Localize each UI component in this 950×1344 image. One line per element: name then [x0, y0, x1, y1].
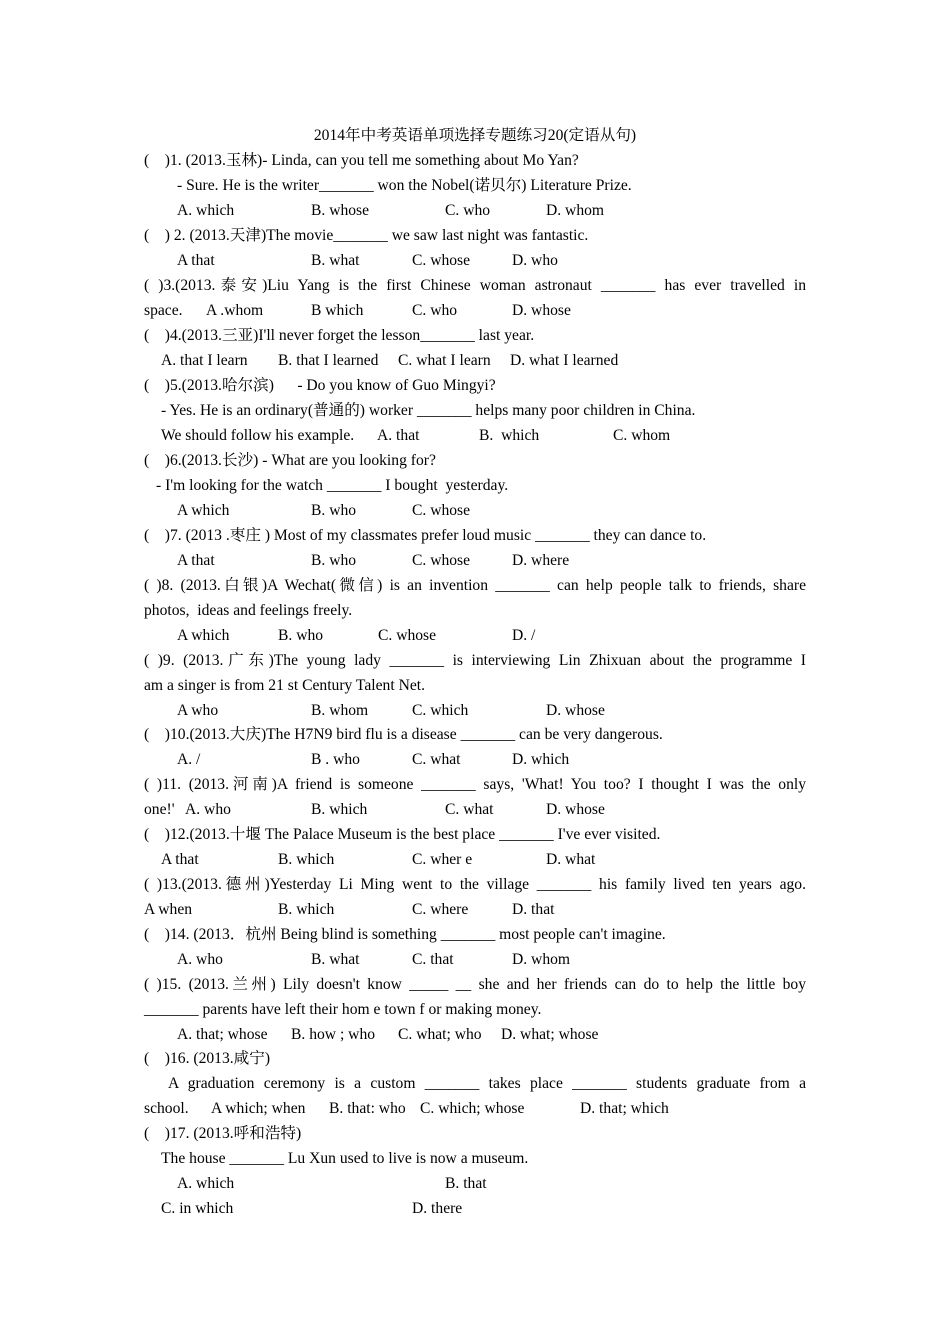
question-3-option-b: B which: [311, 302, 364, 319]
question-10-option-d: D. which: [512, 751, 570, 768]
question-8-option-b: B. who: [278, 627, 324, 644]
question-2-option-c: C. whose: [412, 252, 471, 269]
question-14-option-a: A. who: [177, 951, 223, 968]
question-17-sentence: The house _______ Lu Xun used to live is now a museum.: [161, 1150, 529, 1167]
question-3-option-d: D. whose: [512, 302, 571, 319]
question-8-option-a: A which: [177, 627, 230, 644]
question-5-follow: We should follow his example.: [161, 427, 355, 444]
question-16-stem: ( )16. (2013.咸宁): [144, 1050, 271, 1067]
question-15-stem-end: _______ parents have left their hom e town f or making money.: [144, 1001, 542, 1018]
question-17-option-c: C. in which: [161, 1200, 234, 1217]
question-5-stem: ( )5.(2013.哈尔滨) - Do you know of Guo Mingyi?: [144, 377, 496, 394]
question-6-option-b: B. who: [311, 502, 357, 519]
question-10-stem: ( )10.(2013.大庆)The H7N9 bird flu is a disease _______ can be very dangerous.: [144, 726, 663, 743]
question-15-option-c: C. what; who: [398, 1026, 482, 1043]
question-7-stem: ( )7. (2013 .枣庄 ) Most of my classmates prefer loud music _______ they can dance to.: [144, 527, 707, 544]
question-11-stem-end: one!': [144, 801, 175, 818]
question-6-reply: - I'm looking for the watch _______ I bought yesterday.: [156, 477, 509, 494]
question-4-stem: ( )4.(2013.三亚)I'll never forget the lesson_______ last year.: [144, 327, 535, 344]
question-8-option-c: C. whose: [378, 627, 437, 644]
question-1-reply: - Sure. He is the writer_______ won the Nobel(诺贝尔) Literature Prize.: [177, 177, 632, 194]
question-8-option-d: D. /: [512, 627, 536, 644]
page-title: 2014年中考英语单项选择专题练习20(定语从句): [313, 127, 637, 144]
question-17-option-b: B. that: [445, 1175, 487, 1192]
question-16-option-d: D. that; which: [580, 1100, 669, 1117]
question-2-option-b: B. what: [311, 252, 360, 269]
question-6-option-a: A which: [177, 502, 230, 519]
question-4-option-a: A. that I learn: [161, 352, 248, 369]
question-14-stem: ( )14. (2013．杭州 Being blind is something _______ most people can't imagine.: [144, 926, 666, 943]
question-12-option-b: B. which: [278, 851, 335, 868]
question-4-option-c: C. what I learn: [398, 352, 491, 369]
question-10-option-c: C. what: [412, 751, 461, 768]
question-7-option-d: D. where: [512, 552, 570, 569]
question-16-option-c: C. which; whose: [420, 1100, 525, 1117]
question-11-option-d: D. whose: [546, 801, 605, 818]
question-6-stem: ( )6.(2013.长沙) - What are you looking for?: [144, 452, 436, 469]
question-7-option-c: C. whose: [412, 552, 471, 569]
question-3-option-c: C. who: [412, 302, 458, 319]
question-7-option-a: A that: [177, 552, 215, 569]
question-12-stem: ( )12.(2013.十堰 The Palace Museum is the best place _______ I've ever visited.: [144, 826, 661, 843]
question-5-reply: - Yes. He is an ordinary(普通的) worker _______ helps many poor children in China.: [161, 402, 696, 419]
question-1-stem: ( )1. (2013.玉林)- Linda, can you tell me something about Mo Yan?: [144, 152, 579, 169]
question-9-stem: ( )9. (2013.广东)The young lady _______ is interviewing Lin Zhixuan about the programme I: [144, 652, 806, 669]
question-13-option-c: C. where: [412, 901, 469, 918]
question-12-option-c: C. wher e: [412, 851, 473, 868]
question-13-option-a: A when: [144, 901, 193, 918]
question-3-stem-end: space.: [144, 302, 183, 319]
question-3-option-a: A .whom: [206, 302, 264, 319]
question-16-option-a: A which; when: [211, 1100, 306, 1117]
question-1-option-a: A. which: [177, 202, 235, 219]
question-3-stem: ( )3.(2013.泰安)Liu Yang is the first Chinese woman astronaut _______ has ever travelled in: [144, 277, 806, 294]
question-5-option-c: C. whom: [613, 427, 671, 444]
question-1-option-b: B. whose: [311, 202, 370, 219]
question-9-option-b: B. whom: [311, 702, 369, 719]
question-9-option-a: A who: [177, 702, 219, 719]
question-12-option-d: D. what: [546, 851, 596, 868]
question-1-option-d: D. whom: [546, 202, 605, 219]
question-14-option-b: B. what: [311, 951, 360, 968]
question-11-option-b: B. which: [311, 801, 368, 818]
question-9-option-d: D. whose: [546, 702, 605, 719]
question-15-option-a: A. that; whose: [177, 1026, 268, 1043]
question-10-option-b: B . who: [311, 751, 360, 768]
question-11-option-c: C. what: [445, 801, 494, 818]
question-17-option-a: A. which: [177, 1175, 235, 1192]
question-13-option-b: B. which: [278, 901, 335, 918]
question-9-option-c: C. which: [412, 702, 469, 719]
question-2-option-a: A that: [177, 252, 215, 269]
question-13-option-d: D. that: [512, 901, 555, 918]
question-15-option-b: B. how ; who: [291, 1026, 376, 1043]
question-13-stem: ( )13.(2013.德州)Yesterday Li Ming went to the village _______ his family lived ten years ago.: [144, 876, 806, 893]
question-2-stem: ( ) 2. (2013.天津)The movie_______ we saw last night was fantastic.: [144, 227, 589, 244]
question-11-option-a: A. who: [185, 801, 231, 818]
question-16-option-b: B. that: who: [329, 1100, 406, 1117]
question-9-stem-end: am a singer is from 21 st Century Talent Net.: [144, 677, 425, 694]
question-1-option-c: C. who: [445, 202, 491, 219]
question-4-option-d: D. what I learned: [510, 352, 619, 369]
question-15-stem: ( )15. (2013.兰州) Lily doesn't know _____ __ she and her friends can do to help the little boy: [144, 976, 806, 993]
question-8-stem: ( )8. (2013.白银)A Wechat(微信) is an invention _______ can help people talk to friends, share: [144, 577, 806, 594]
question-4-option-b: B. that I learned: [278, 352, 379, 369]
question-17-option-d: D. there: [412, 1200, 463, 1217]
question-10-option-a: A. /: [177, 751, 201, 768]
question-5-option-a: A. that: [377, 427, 420, 444]
question-6-option-c: C. whose: [412, 502, 471, 519]
question-14-option-d: D. whom: [512, 951, 571, 968]
question-5-option-b: B. which: [479, 427, 540, 444]
question-2-option-d: D. who: [512, 252, 558, 269]
question-11-stem: ( )11. (2013.河南)A friend is someone _______ says, 'What! You too? I thought I was the only: [144, 776, 806, 793]
question-17-stem: ( )17. (2013.呼和浩特): [144, 1125, 302, 1142]
question-7-option-b: B. who: [311, 552, 357, 569]
question-12-option-a: A that: [161, 851, 199, 868]
question-14-option-c: C. that: [412, 951, 454, 968]
question-16-sentence: A graduation ceremony is a custom _______ takes place _______ students graduate from a: [168, 1075, 806, 1092]
question-15-option-d: D. what; whose: [501, 1026, 599, 1043]
question-8-stem-end: photos, ideas and feelings freely.: [144, 602, 353, 619]
question-16-sentence-end: school.: [144, 1100, 189, 1117]
